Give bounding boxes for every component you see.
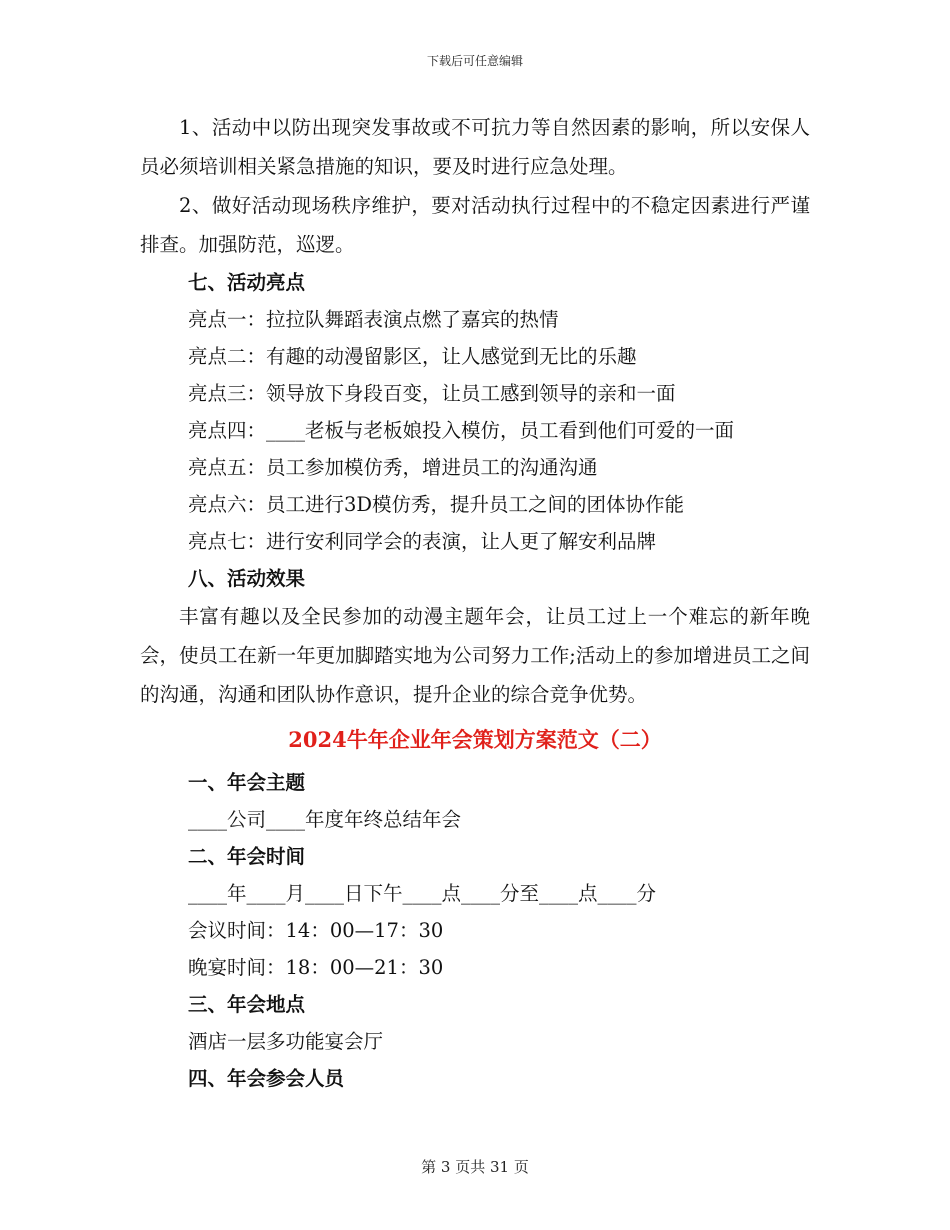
part-heading-attendees: 四、年会参会人员 (188, 1067, 345, 1090)
page-footer: 第 3 页共 31 页 (421, 1158, 529, 1176)
effects-paragraph: 丰富有趣以及全民参加的动漫主题年会，让员工过上一个难忘的新年晚会，使员工在新一年更加脚踏实地为公司努力工作;活动上的参加增进员工之间的沟通，沟通和团队协作意识，提升企业的综合竞争优势。 (140, 605, 810, 706)
highlight-item-1: 亮点一：拉拉队舞蹈表演点燃了嘉宾的热情 (188, 308, 559, 331)
highlight-item-6: 亮点六：员工进行3D模仿秀，提升员工之间的团体协作能 (188, 493, 685, 516)
highlight-item-5: 亮点五：员工参加模仿秀，增进员工的沟通沟通 (188, 456, 598, 479)
highlight-item-2: 亮点二：有趣的动漫留影区，让人感觉到无比的乐趣 (188, 345, 637, 368)
section-heading-effects: 八、活动效果 (188, 567, 306, 590)
part-heading-venue: 三、年会地点 (188, 993, 306, 1016)
highlight-item-7: 亮点七：进行安利同学会的表演，让人更了解安利品牌 (188, 530, 657, 553)
document-title: 2024牛年企业年会策划方案范文（二） (288, 727, 662, 752)
theme-text: ____公司____年度年终总结年会 (188, 808, 462, 831)
time-line-dinner: 晚宴时间：18：00—21：30 (188, 956, 444, 979)
section-heading-highlights: 七、活动亮点 (188, 271, 306, 294)
highlight-item-3: 亮点三：领导放下身段百变，让员工感到领导的亲和一面 (188, 382, 676, 405)
intro-item-1: 1、活动中以防出现突发事故或不可抗力等自然因素的影响，所以安保人员必须培训相关紧急措施的知识，要及时进行应急处理。 (140, 116, 810, 178)
part-heading-theme: 一、年会主题 (188, 771, 306, 794)
time-line-meeting: 会议时间：14：00—17：30 (188, 919, 444, 942)
document-body (140, 108, 810, 1097)
page-header: 下载后可任意编辑 (426, 54, 523, 68)
venue-text: 酒店一层多功能宴会厅 (188, 1030, 384, 1053)
time-line-date: ____年____月____日下午____点____分至____点____分 (188, 882, 657, 905)
highlight-item-4: 亮点四：____老板与老板娘投入模仿，员工看到他们可爱的一面 (188, 419, 735, 442)
part-heading-time: 二、年会时间 (188, 845, 306, 868)
intro-item-2: 2、做好活动现场秩序维护，要对活动执行过程中的不稳定因素进行严谨排查。加强防范，巡逻。 (140, 194, 810, 256)
